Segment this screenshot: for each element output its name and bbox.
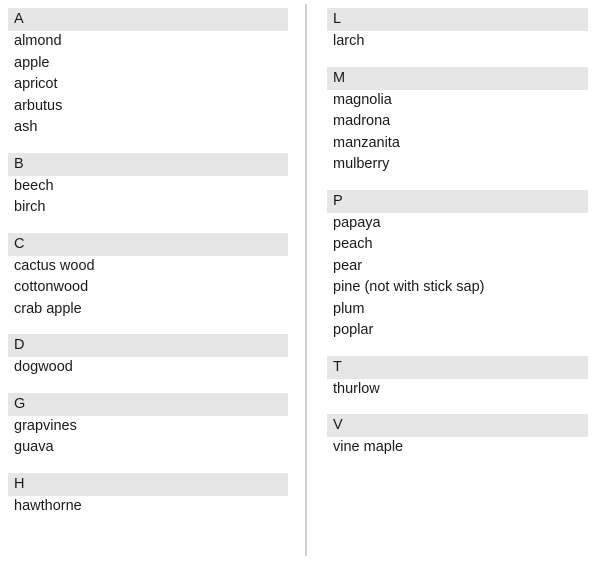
letter-group-list xyxy=(327,379,588,401)
list-item: arbutus xyxy=(14,97,63,114)
letter-group-list xyxy=(8,256,288,321)
list-item: poplar xyxy=(333,322,374,338)
list-item: grapvines xyxy=(14,417,77,434)
list-item: pear xyxy=(333,257,363,274)
list-item: hawthorne xyxy=(14,497,82,514)
letter-group xyxy=(8,473,288,518)
list-item: dogwood xyxy=(14,359,73,375)
list-item: magnolia xyxy=(333,91,392,108)
list-item: cottonwood xyxy=(14,279,89,295)
list-item: beech xyxy=(14,177,54,194)
list-item: plum xyxy=(333,300,365,317)
list-item: manzanita xyxy=(333,134,400,151)
letter-group-list xyxy=(327,437,588,459)
list-item: apricot xyxy=(14,76,58,92)
letter-group xyxy=(327,67,588,176)
letter-group xyxy=(8,393,288,459)
list-item: crab apple xyxy=(14,300,82,317)
list-item: almond xyxy=(14,33,62,49)
list-item: mulberry xyxy=(333,156,390,172)
letter-group-header: P xyxy=(327,190,588,213)
letter-group-header: A xyxy=(8,8,288,31)
list-item: papaya xyxy=(333,214,381,231)
letter-group xyxy=(8,153,288,219)
letter-group xyxy=(327,414,588,459)
list-item: larch xyxy=(333,33,365,49)
list-item: pine (not with stick sap) xyxy=(333,279,485,295)
letter-group-header: D xyxy=(8,334,288,357)
letter-group xyxy=(8,334,288,379)
letter-group-header: H xyxy=(8,473,288,496)
list-item: birch xyxy=(14,199,46,215)
letter-group-list xyxy=(8,176,288,219)
letter-group-list xyxy=(8,357,288,379)
list-item: ash xyxy=(14,119,38,135)
letter-group-list xyxy=(327,90,588,176)
letter-group xyxy=(327,8,588,53)
list-item: thurlow xyxy=(333,380,380,397)
letter-group xyxy=(327,356,588,401)
list-item: cactus wood xyxy=(14,257,95,274)
letter-group-list xyxy=(8,31,288,139)
letter-group-header: C xyxy=(8,233,288,256)
list-item: vine maple xyxy=(333,439,404,455)
letter-group-header: T xyxy=(327,356,588,379)
letter-group-list xyxy=(327,31,588,53)
letter-group-header: B xyxy=(8,153,288,176)
letter-group xyxy=(8,8,288,139)
letter-group-list xyxy=(8,496,288,518)
letter-group-header: M xyxy=(327,67,588,90)
column-right xyxy=(307,0,600,570)
letter-group-list xyxy=(327,213,588,342)
letter-group-header: V xyxy=(327,414,588,437)
list-item: peach xyxy=(333,236,373,252)
letter-group-header: L xyxy=(327,8,588,31)
list-item: madrona xyxy=(333,113,391,129)
letter-group-header: G xyxy=(8,393,288,416)
letter-group xyxy=(8,233,288,321)
list-item: apple xyxy=(14,54,50,71)
list-item: guava xyxy=(14,439,54,455)
letter-group-list xyxy=(8,416,288,459)
letter-group xyxy=(327,190,588,342)
